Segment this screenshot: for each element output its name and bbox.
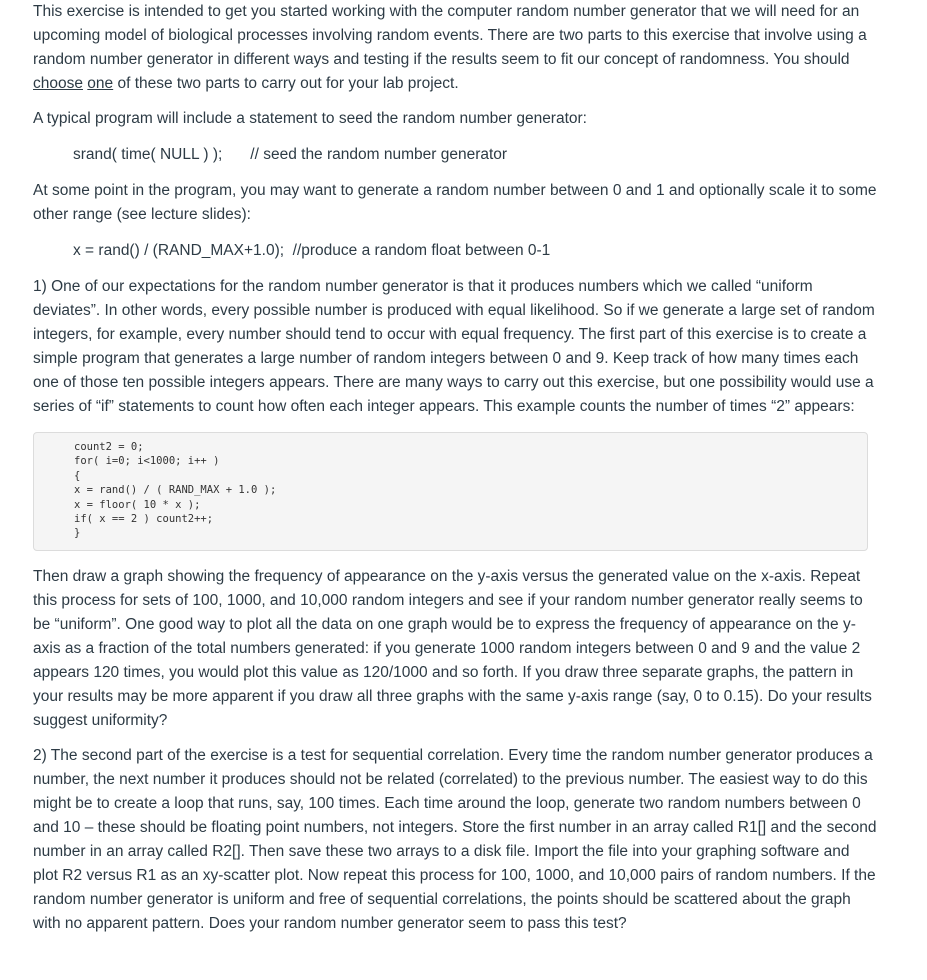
part2-paragraph: 2) The second part of the exercise is a test for sequential correlation. Every time the random number generator produces a number, the next number it produces should not be related (correlated) to the previous number. The easiest way to do this might be to create a loop that runs, say, 100 times. Each time around the loop, generate two random numbers between 0 and 10 – these should be floating point numbers, not integers. Store the first number in an array called R1[] and the second number in an array called R2[]. Then save these two arrays to a disk file. Import the file into your graphing software and plot R2 versus R1 as an xy-scatter plot. Now repeat this process for 100, 1000, and 10,000 pairs of random numbers. If the random number generator is uniform and free of sequential correlations, the points should be scattered about the graph with no apparent pattern. Does your random number generator seem to pass this test?	[33, 746, 877, 932]
code-line: if( x == 2 ) count2++;	[74, 513, 214, 526]
code-line: x = floor( 10 * x );	[74, 498, 201, 511]
code-line: }	[74, 527, 81, 540]
document-content	[33, 0, 878, 936]
srand-statement	[33, 143, 878, 167]
srand-code: srand( time( NULL ) );	[73, 146, 223, 163]
emphasis-one: one	[87, 75, 114, 92]
random-range-paragraph: At some point in the program, you may want to generate a random number between 0 and 1 and optionally scale it to some other range (see lecture slides):	[33, 182, 877, 223]
intro-paragraph	[33, 0, 878, 96]
rand-statement: x = rand() / (RAND_MAX+1.0); //produce a random float between 0-1	[73, 242, 551, 259]
code-line: x = rand() / ( RAND_MAX + 1.0 );	[74, 484, 277, 497]
code-line: count2 = 0;	[74, 441, 144, 453]
typical-program-paragraph: A typical program will include a statement to seed the random number generator:	[33, 110, 587, 127]
intro-text: This exercise is intended to get you started working with the computer random number generator that we will need for an upcoming model of biological processes involving random events. There are two parts to this exercise that involve using a random number generator in different ways and testing if the results seem to fit our concept of randomness. You should	[33, 3, 867, 68]
part1-paragraph: 1) One of our expectations for the random number generator is that it produces numbers which we called “uniform deviates”. In other words, every possible number is produced with equal likelihood. So if we generate a large set of random integers, for example, every number should tend to occur with equal frequency. The first part of this exercise is to create a simple program that generates a large number of random integers between 0 and 9. Keep track of how many times each one of those ten possible integers appears. There are many ways to carry out this exercise, but one possibility would use a series of “if” statements to count how often each integer appears. This example counts the number of times “2” appears:	[33, 278, 875, 415]
srand-comment: // seed the random number generator	[250, 146, 508, 163]
code-line: for( i=0; i<1000; i++ )	[74, 455, 220, 468]
graph-instructions-paragraph: Then draw a graph showing the frequency of appearance on the y-axis versus the generated value on the x-axis. Repeat this process for sets of 100, 1000, and 10,000 random integers and see if your random number generator really seems to be “uniform”. One good way to plot all the data on one graph would be to express the frequency of appearance on the y-axis as a fraction of the total numbers generated: if you generate 1000 random integers between 0 and 9 and the value 2 appears 120 times, you would plot this value as 120/1000 and so forth. If you draw three separate graphs, the pattern in your results may be more apparent if you draw all three graphs with the same y-axis range (say, 0 to 0.15). Do your results suggest uniformity?	[33, 567, 872, 729]
intro-text-end: of these two parts to carry out for your lab project.	[113, 75, 459, 92]
code-example-block	[33, 432, 868, 551]
code-line: {	[74, 469, 81, 482]
emphasis-choose: choose	[33, 75, 83, 92]
